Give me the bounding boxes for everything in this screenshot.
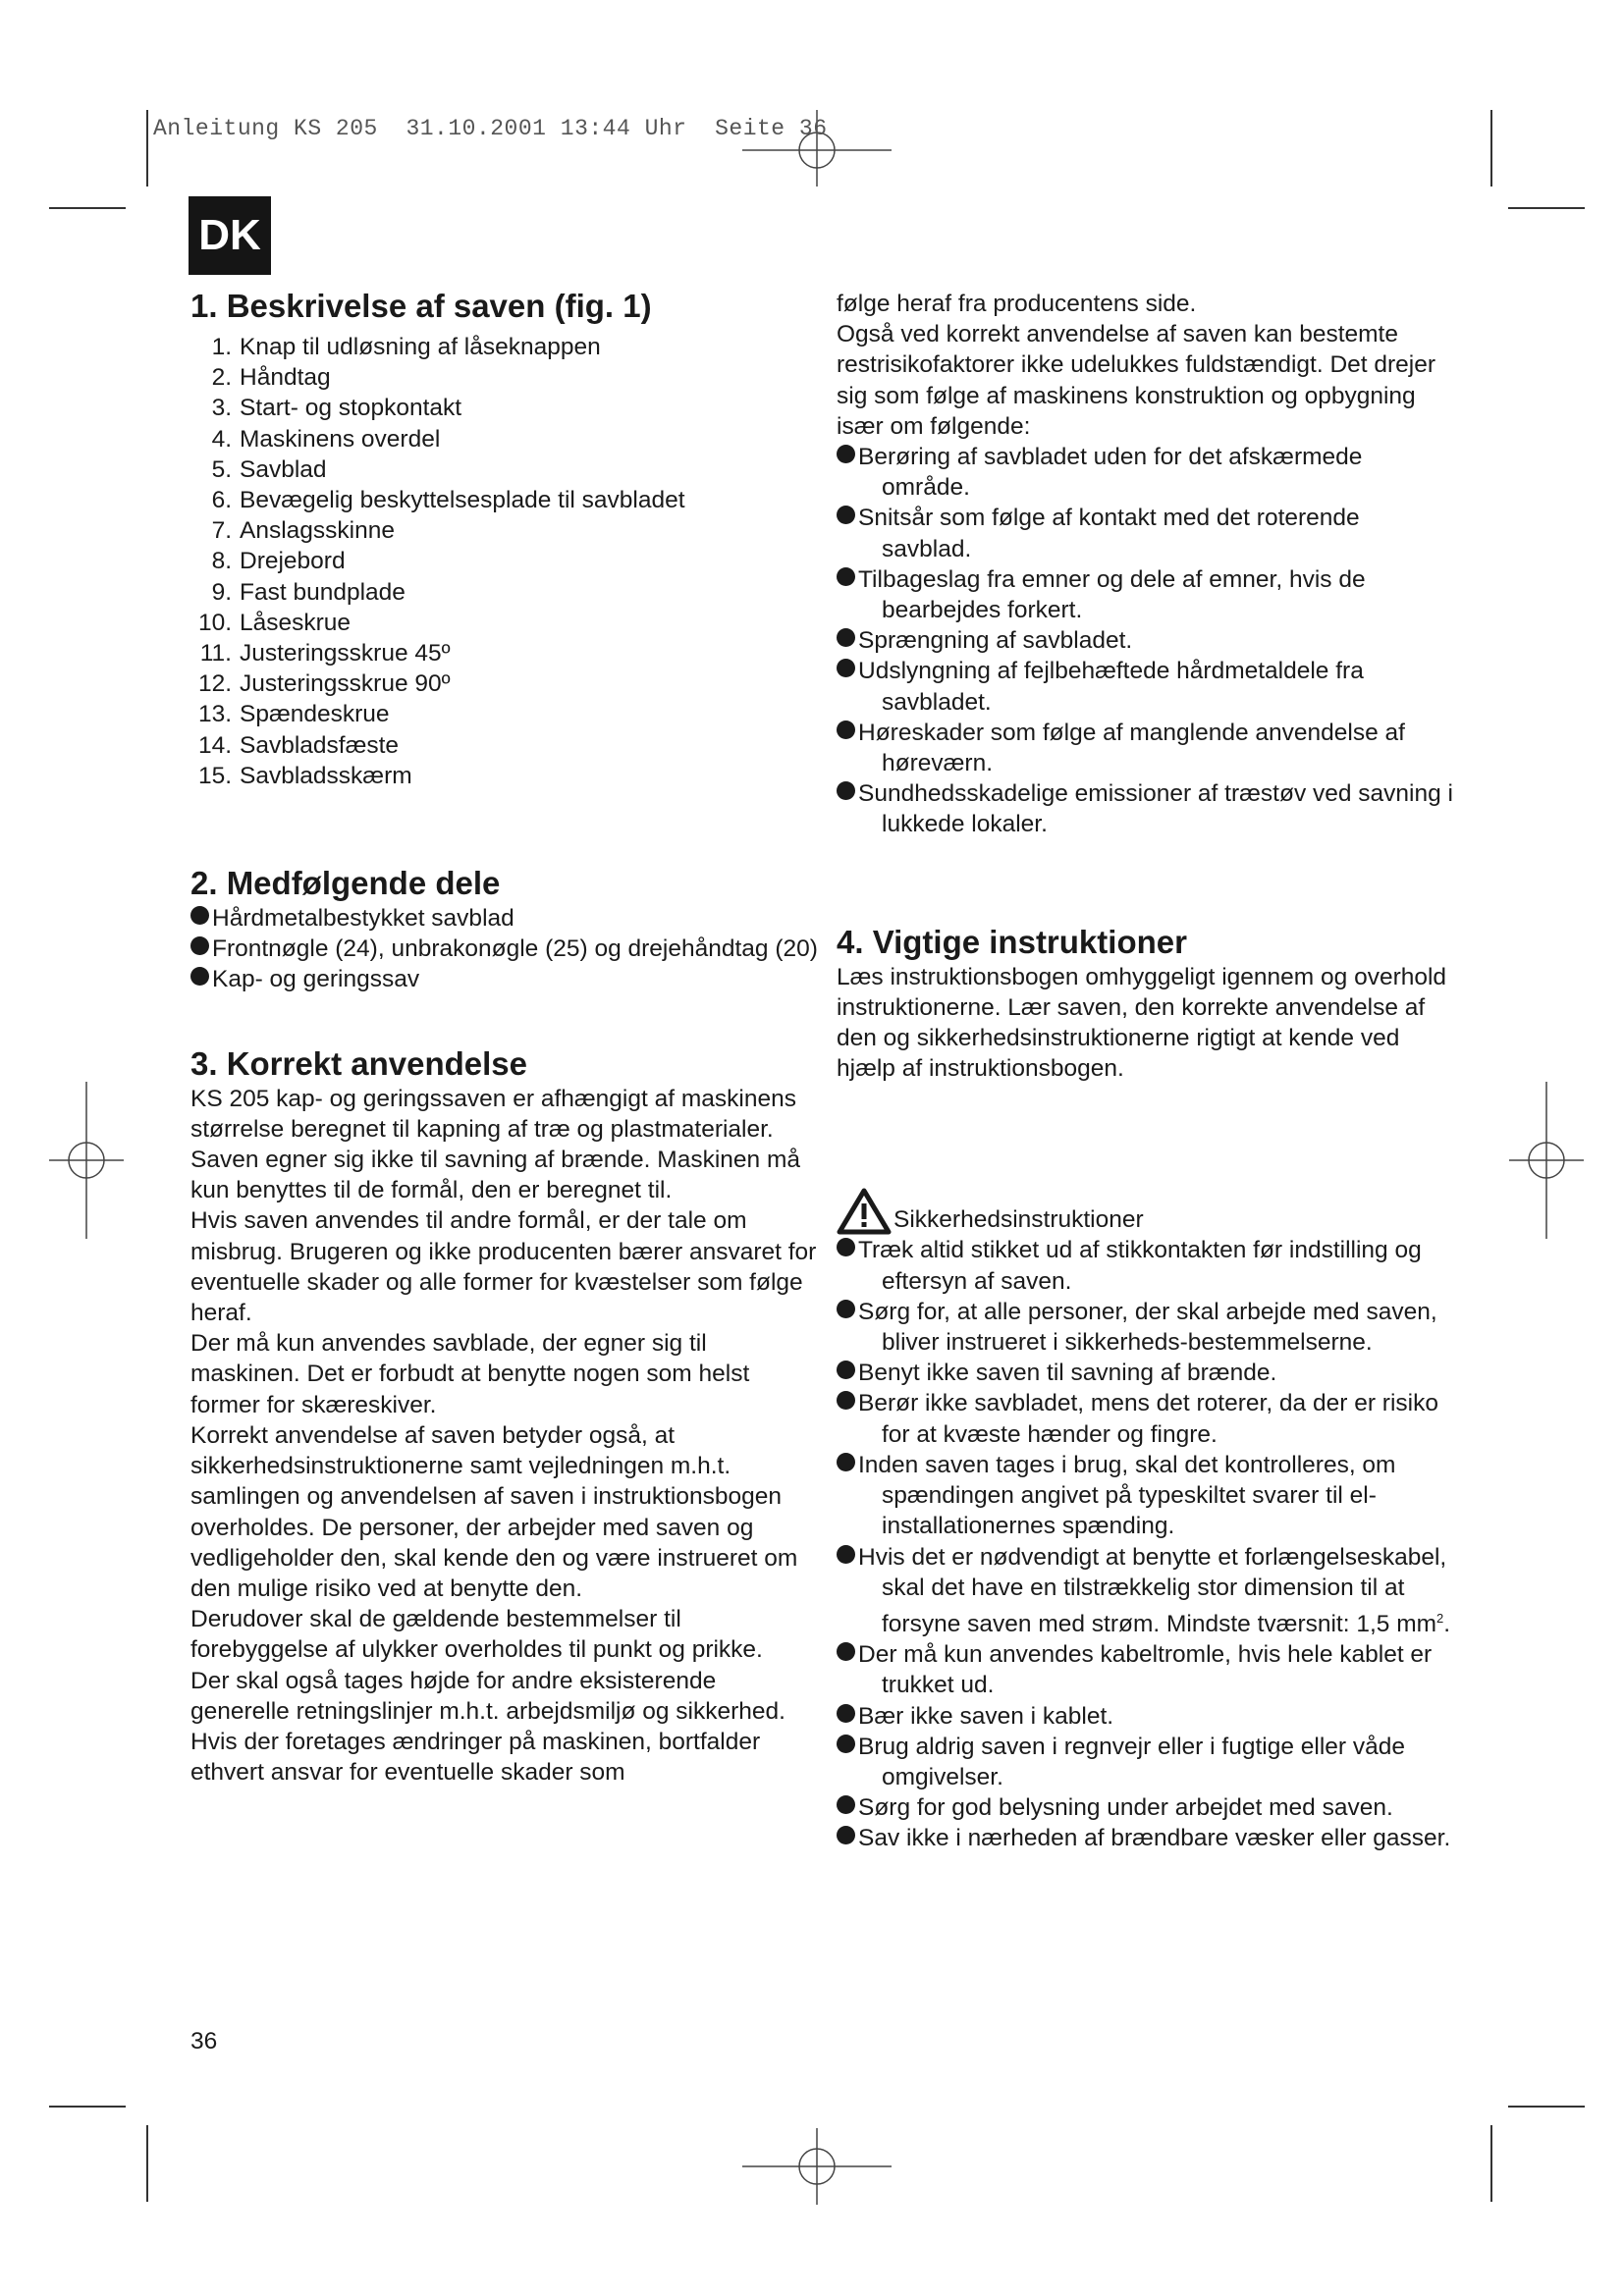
bullet-icon: [837, 1704, 855, 1723]
parts-list-item: 15. Savbladsskærm: [197, 762, 412, 789]
list-item: Sundhedsskadelige emissioner af træstøv ved savning i lukkede lokaler.: [837, 778, 1455, 839]
bullet-icon: [837, 721, 855, 739]
parts-list-item: 2. Håndtag: [211, 364, 331, 392]
safety-heading-label: Sikkerhedsinstruktioner: [893, 1206, 1144, 1234]
registration-mark: [1509, 1082, 1584, 1239]
parts-list-item: 3. Start- og stopkontakt: [211, 395, 462, 422]
print-header: Anleitung KS 205 31.10.2001 13:44 Uhr Seite 36: [153, 116, 828, 141]
bullet-icon: [837, 567, 855, 586]
included-parts-list: [190, 903, 819, 995]
list-item: Der må kun anvendes kabeltromle, hvis hele kablet er trukket ud.: [837, 1639, 1455, 1700]
list-item: Sav ikke i nærheden af brændbare væsker eller gasser.: [837, 1823, 1455, 1853]
parts-list-item: 8. Drejebord: [211, 548, 346, 575]
parts-list-item: 12. Justeringsskrue 90º: [197, 670, 451, 698]
parts-list-item: 6. Bevægelig beskyttelsesplade til savbladet: [211, 487, 685, 514]
left-column: [190, 287, 819, 1788]
bullet-icon: [837, 1795, 855, 1814]
parts-list-item: 10. Låseskrue: [197, 609, 352, 636]
registration-mark: [49, 1082, 124, 1239]
bullet-icon: [190, 906, 209, 925]
paragraph: KS 205 kap- og geringssaven er afhængigt af maskinens størrelse beregnet til kapning af træ og plastmaterialer.: [190, 1085, 796, 1143]
parts-list-item: 14. Savbladsfæste: [197, 731, 400, 759]
list-item: Udslyngning af fejlbehæftede hårdmetaldele fra savbladet.: [837, 656, 1455, 717]
section-3-body: [190, 1084, 819, 1789]
list-item: Brug aldrig saven i regnvejr eller i fugtige eller våde omgivelser.: [837, 1732, 1455, 1792]
parts-list-item: 11. Justeringsskrue 45º: [199, 640, 451, 667]
list-item: Frontnøgle (24), unbrakonøgle (25) og drejehåndtag (20): [190, 934, 819, 964]
paragraph: Hvis saven anvendes til andre formål, er der tale om misbrug. Brugeren og ikke producenten bærer ansvaret for eventuelle skader og alle former for kvæstelser som følge heraf.: [190, 1207, 817, 1327]
safety-heading: [837, 1188, 1455, 1235]
list-item: Inden saven tages i brug, skal det kontrolleres, om spændingen angivet på typeskiltet svarer til el-installationernes spænding.: [837, 1450, 1455, 1542]
right-column: [837, 289, 1455, 1854]
warning-icon: [837, 1188, 892, 1235]
list-item: Berør ikke savbladet, mens det roterer, da der er risiko for at kvæste hænder og fingre.: [837, 1388, 1455, 1449]
parts-list-item: 13. Spændeskrue: [197, 701, 390, 728]
safety-list: [837, 1235, 1455, 1853]
language-badge: DK: [189, 196, 271, 275]
list-item: Hvis det er nødvendigt at benytte et forlængelseskabel, skal det have en tilstrækkelig stor dimension til at forsyne saven med strøm. Mindste tværsnit: 1,5 $mm^2$.: [837, 1542, 1455, 1640]
list-item: Høreskader som følge af manglende anvendelse af høreværn.: [837, 718, 1455, 778]
paragraph: Korrekt anvendelse af saven betyder også, at sikkerhedsinstruktionerne samt vejledningen m.h.t. samlingen og anvendelsen af saven i instruktionsbogen overholdes. De personer, der arbejder med saven og vedligeholder den, skal kende den og være instrueret om den mulige risiko ved at benytte den.: [190, 1421, 798, 1602]
list-item: Berøring af savbladet uden for det afskærmede område.: [837, 442, 1455, 503]
bullet-icon: [837, 1238, 855, 1256]
parts-list-item: 1. Knap til udløsning af låseknappen: [211, 334, 601, 360]
bullet-icon: [837, 1391, 855, 1410]
parts-list: [190, 332, 819, 791]
parts-list-item: 7. Anslagsskinne: [211, 517, 395, 545]
parts-list-item: 5. Savblad: [211, 455, 327, 483]
bullet-icon: [837, 659, 855, 677]
bullet-icon: [837, 1735, 855, 1753]
paragraph: Læs instruktionsbogen omhyggeligt igennem og overhold instruktionerne. Lær saven, den korrekte anvendelse af den og sikkerhedsinstruktionerne rigtigt at kende ved hjælp af instruktionsbogen.: [837, 963, 1447, 1083]
list-item: Bær ikke saven i kablet.: [837, 1701, 1455, 1732]
list-item: Tilbageslag fra emner og dele af emner, hvis de bearbejdes forkert.: [837, 564, 1455, 625]
paragraph: følge heraf fra producentens side.: [837, 291, 1197, 317]
bullet-icon: [837, 1300, 855, 1318]
bullet-icon: [837, 1642, 855, 1661]
registration-mark: [742, 2128, 892, 2205]
page-number: 36: [190, 2028, 218, 2055]
bullet-icon: [837, 1361, 855, 1379]
bullet-icon: [837, 781, 855, 800]
section-3-title: 3. Korrekt anvendelse: [190, 1044, 527, 1082]
parts-list-item: 4. Maskinens overdel: [211, 425, 441, 453]
bullet-icon: [837, 628, 855, 647]
residual-risks-list: [837, 442, 1455, 840]
section-1-title: 1. Beskrivelse af saven (fig. 1): [190, 288, 652, 324]
list-item: Sprængning af savbladet.: [837, 625, 1455, 656]
bullet-icon: [190, 936, 209, 955]
paragraph: Også ved korrekt anvendelse af saven kan bestemte restrisikofaktorer ikke udelukkes fuldstændigt. Det drejer sig som følge af maskinens konstruktion og opbygning især om følgende:: [837, 321, 1436, 440]
list-item: Snitsår som følge af kontakt med det roterende savblad.: [837, 503, 1455, 563]
paragraph: Derudover skal de gældende bestemmelser til forebyggelse af ulykker overholdes til punkt og prikke.: [190, 1606, 763, 1664]
bullet-icon: [837, 1826, 855, 1844]
bullet-icon: [190, 967, 209, 986]
section-2-title: 2. Medfølgende dele: [190, 865, 501, 902]
list-item: Kap- og geringssav: [190, 964, 819, 994]
bullet-icon: [837, 445, 855, 463]
section-4-title: 4. Vigtige instruktioner: [837, 923, 1187, 960]
list-item: Sørg for god belysning under arbejdet med saven.: [837, 1792, 1455, 1823]
paragraph: Der må kun anvendes savblade, der egner sig til maskinen. Det er forbudt at benytte nogen som helst former for skæreskiver.: [190, 1330, 750, 1418]
bullet-icon: [837, 1453, 855, 1471]
parts-list-item: 9. Fast bundplade: [211, 578, 406, 606]
list-item: Benyt ikke saven til savning af brænde.: [837, 1358, 1455, 1388]
list-item: Træk altid stikket ud af stikkontakten før indstilling og eftersyn af saven.: [837, 1235, 1455, 1296]
bullet-icon: [837, 1545, 855, 1564]
list-item: Hårdmetalbestykket savblad: [190, 903, 819, 934]
paragraph: Saven egner sig ikke til savning af brænde. Maskinen må kun benyttes til de formål, den er beregnet til.: [190, 1147, 800, 1204]
paragraph: Hvis der foretages ændringer på maskinen, bortfalder ethvert ansvar for eventuelle skader som: [190, 1728, 761, 1787]
list-item: Sørg for, at alle personer, der skal arbejde med saven, bliver instrueret i sikkerheds-bestemmelserne.: [837, 1297, 1455, 1358]
bullet-icon: [837, 506, 855, 524]
paragraph: Der skal også tages højde for andre eksisterende generelle retningslinjer m.h.t. arbejdsmiljø og sikkerhed.: [190, 1667, 785, 1725]
